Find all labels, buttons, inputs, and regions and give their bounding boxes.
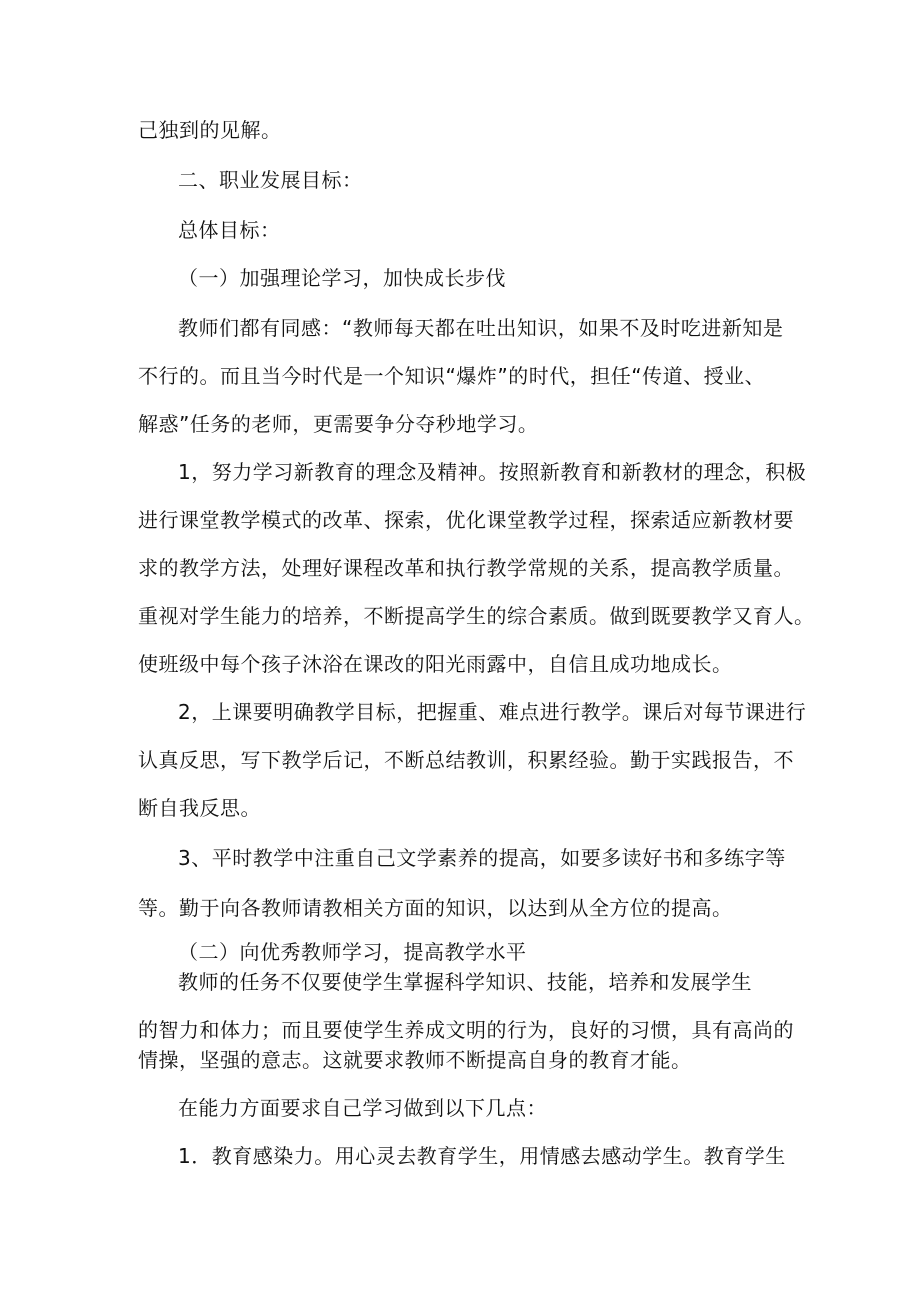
text-line: 1．教育感染力。用心灵去教育学生，用情感去感动学生。教育学生 (178, 1144, 786, 1168)
subsection-heading: （一）加强理论学习，加快成长步伐 (178, 266, 506, 290)
subheading: 总体目标： (178, 218, 281, 242)
text-line: 在能力方面要求自己学习做到以下几点： (178, 1096, 547, 1120)
text-line: 教师们都有同感：“教师每天都在吐出知识，如果不及时吃进新知是 (178, 316, 784, 340)
text-line: 断自我反思。 (138, 796, 261, 820)
subsection-heading: （二）向优秀教师学习，提高教学水平 (178, 940, 527, 964)
text-line: 教师的任务不仅要使学生掌握科学知识、技能，培养和发展学生 (178, 970, 752, 994)
text-line: 3、平时教学中注重自己文学素养的提高，如要多读好书和多练字等 (178, 846, 786, 870)
text-line: 使班级中每个孩子沐浴在课改的阳光雨露中，自信且成功地成长。 (138, 652, 733, 676)
text-line: 不行的。而且当今时代是一个知识“爆炸”的时代，担任“传道、授业、 (138, 364, 766, 388)
text-line: 解惑”任务的老师，更需要争分夺秒地学习。 (138, 412, 539, 436)
text-line: 情操，坚强的意志。这就要求教师不断提高自身的教育才能。 (138, 1048, 692, 1072)
text-line: 进行课堂教学模式的改革、探索，优化课堂教学过程，探索适应新教材要 (138, 508, 794, 532)
text-line: 2，上课要明确教学目标，把握重、难点进行教学。课后对每节课进行 (178, 700, 807, 724)
text-line: 求的教学方法，处理好课程改革和执行教学常规的关系，提高教学质量。 (138, 556, 794, 580)
text-line: 认真反思，写下教学后记，不断总结教训，积累经验。勤于实践报告，不 (138, 748, 794, 772)
text-line: 1，努力学习新教育的理念及精神。按照新教育和新教材的理念，积极 (178, 460, 807, 484)
text-line: 的智力和体力；而且要使学生养成文明的行为，良好的习惯，具有高尚的 (138, 1018, 794, 1042)
text-line: 己独到的见解。 (138, 118, 282, 142)
section-heading: 二、职业发展目标： (178, 168, 363, 192)
text-line: 等。勤于向各教师请教相关方面的知识，以达到从全方位的提高。 (138, 896, 733, 920)
text-line: 重视对学生能力的培养，不断提高学生的综合素质。做到既要教学又育人。 (138, 604, 815, 628)
